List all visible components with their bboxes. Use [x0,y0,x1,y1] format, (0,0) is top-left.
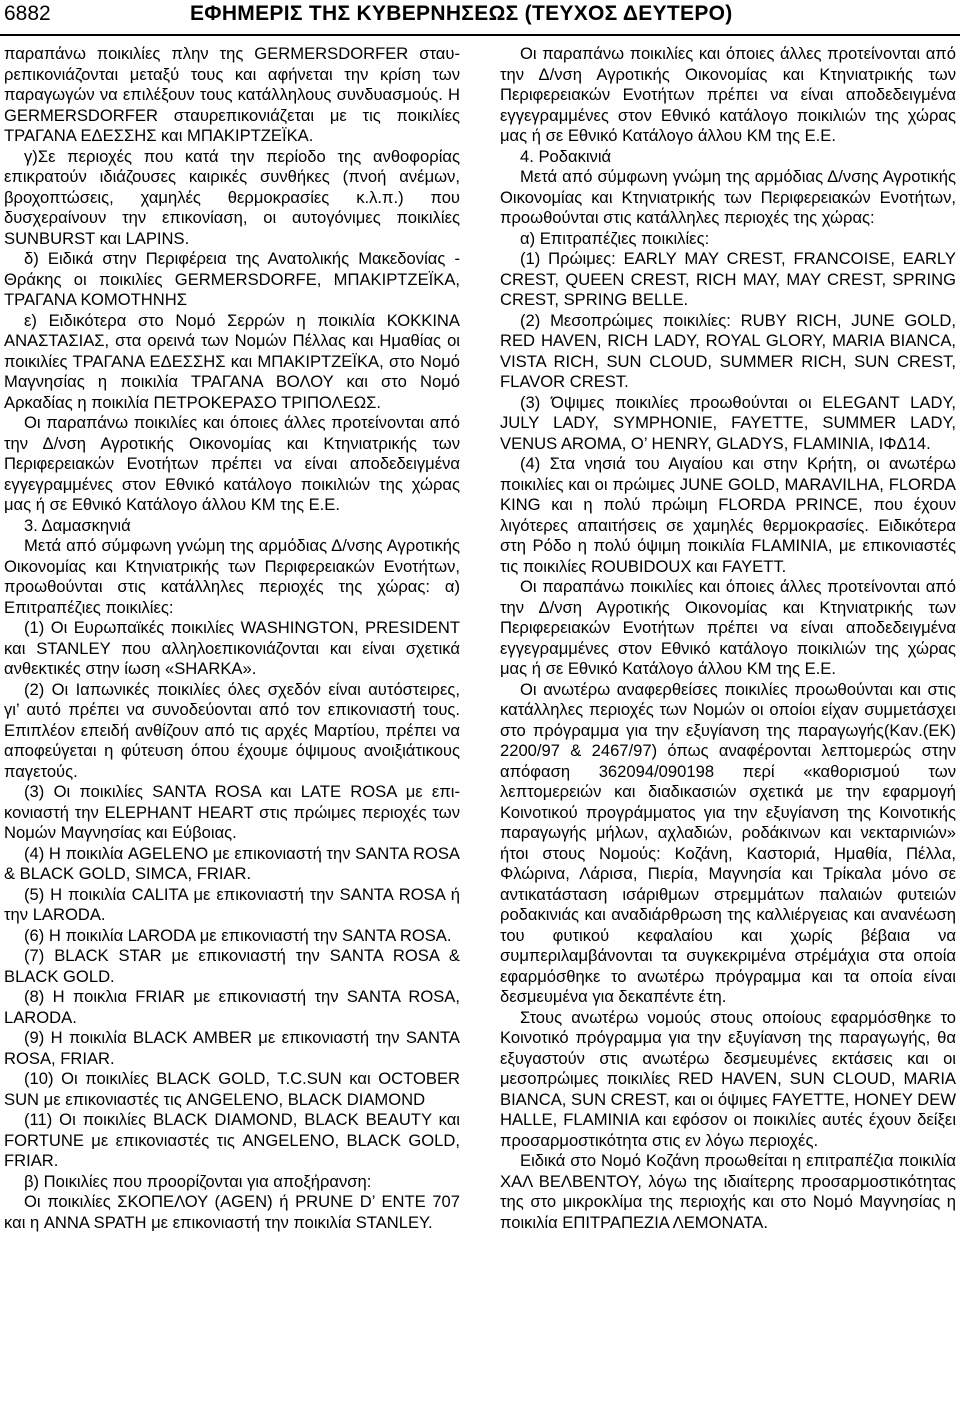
paragraph: γ)Σε περιοχές που κατά την περίοδο της ανθοφορίας επικρατούν ιδιάζουσες καιρικές συνθήκες (πνοή ανέμων, βροχοπτώσεις, χαμηλές θερμοκρασίες κ.λ.π.) που δυσχεραίνουν την επικονίαση, οι αυτογόνιμες ποικιλίες SUNBURST και LAPINS. [4,146,460,248]
list-item: (10) Οι ποικιλίες BLACK GOLD, T.C.SUN και OCTOBER SUN με επικονιαστές τις ANGELENO, BLACK DIAMOND [4,1069,460,1109]
page-header [0,0,960,34]
list-item: (6) Η ποικιλία LARODA με επικονιαστή την SANTA ROSA. [24,925,452,945]
list-item: (1) Οι Ευρωπαϊκές ποικιλίες WASHINGTON, PRESIDENT και STANLEY που αλληλοεπικονιάζονται και είναι σχετικά ανθεκτικές στην ίωση «SHARKA». [4,618,460,678]
paragraph: Μετά από σύμφωνη γνώμη της αρμόδιας Δ/νσης Αγροτικής Οικονομίας και Κτηνιατρικής των Περιφερειακών Ενοτήτων, προωθούνται στις κατάλληλες περιοχές της χώρας: [500,167,956,227]
paragraph: δ) Ειδικά στην Περιφέρεια της Ανατολικής Μακεδονίας Θράκης οι ποικιλίες GERMERSDORFE, ΜΠΑΚΙΡΤΖΕΪΚΑ, ΤΡΑΓΑΝΑ ΚΟΜΟΤΗΝΗΣ [4,249,460,309]
header-rule [0,34,960,36]
paragraph: α) Επιτραπέζιες ποικιλίες: [520,228,710,248]
list-item: (8) Η ποικλια FRIAR με επικονιαστή την SANTA ROSA, LARODA. [4,987,460,1027]
gazette-title: ΕΦΗΜΕΡΙΣ ΤΗΣ ΚΥΒΕΡΝΗΣΕΩΣ (ΤΕΥΧΟΣ ΔΕΥΤΕΡΟ) [190,2,733,25]
list-item: (11) Οι ποικιλίες BLACK DIAMOND, BLACK BEAUTY και FORTUNE με επικονιαστές τις ANGELENO, BLACK GOLD, FRIAR. [4,1110,460,1170]
section-heading: 3. Δαμασκηνιά [24,515,131,535]
paragraph: Οι ανωτέρω αναφερθείσες ποικιλίες προωθούνται και στις κατάλληλες περιοχές των Νομών οι οποίοι είχαν συμμετάσχει στο πρόγραμμα για την εξυγίανση της παραγωγής(Καν.(ΕΚ) 2200/97 & 2467/97) όπως αναφέρονται λεπτομερώς στην απόφαση 362094/090198 περί «καθορισμού των λεπτομερειών και διαδικασιών σχετικά με την εφαρμογή Κοινοτικού προγράμματος για την εξυγίανση της Κοινοτικής παραγωγής μήλων, αχλαδιών, ροδάκινων και νεκταρινιών» ήτοι στους Νομούς: Κοζάνη, Καστοριά, Ημαθία, Πέλλα, Φλώρινα, Λάρισα, Πιερία, Μαγνησία και Τρίκαλα μόνο σε αντικατάσταση ισάριθμων στρεμμάτων παλαιών φυτειών ροδακινιάς και αναδιάρθρωση της καλλιέργειας και ανανέωση του φυτικού κεφαλαίου και χωρίς βέβαια να συμπεριλαμβάνονται τα συγκεκριμένα στρέμάχια στα οποία εφαρμόσθηκε το ανωτέρω πρόγραμμα και τα οποία είναι δεσμευμένα για δεκαπέντε έτη. [500,679,956,1006]
list-item: (9) Η ποικιλία BLACK AMBER με επικονιαστή την SANTA ROSA, FRIAR. [4,1028,460,1068]
paragraph: Ειδικά στο Νομό Κοζάνη προωθείται η επιτραπέζια ποικιλία ΧΑΛ ΒΕΛΒΕΝΤΟΥ, λόγω της ιδιαίτερης προσαρμοστικότητας της στο μικροκλίμα της περιοχής και στο Νομό Μαγνησίας η ποικιλία ΕΠΙΤΡΑΠΕΖΙΑ ΛΕΜΟΝΑΤΑ. [500,1151,956,1232]
paragraph: Οι παραπάνω ποικιλίες και όποιες άλλες προτείνονται από την Δ/νση Αγροτικής Οικονομίας και Κτηνιατρικής των Περιφερειακών Ενοτήτων πρέπει να είναι αποδεδειγμένα εγγεγραμμένες στον Εθνικό κατάλογο ποικιλιών της χώρας μας ή σε Εθνικό Κατάλογο άλλου ΚΜ της Ε.Ε. [500,44,956,145]
list-item: (4) Στα νησιά του Αιγαίου και στην Κρήτη, οι ανωτέρω ποικιλίες και οι πρώιμες JUNE GOLD, MARAVILHA, FLORDA KING και η πολύ πρώιμη FLORDA PRINCE, που έχουν λιγότερες απαιτήσεις σε χαμηλές θερμοκρασίες. Ειδικότερα στη Ρόδο η πολύ όψιμη ποικιλία FLAMINIA, με επικονιαστές τις ποικιλίες ROUBIDOUX και FAYETT. [500,454,956,576]
paragraph: Μετά από σύμφωνη γνώμη της αρμόδιας Δ/νσης Αγροτικής Οικονομίας και Κτηνιατρικής των Περιφερειακών Ενοτήτων, προωθούνται στις κατάλληλες περιοχές της χώρας: α) Επιτραπέζιες ποικιλίες: [4,536,460,617]
list-item: (2) Οι Ιαπωνικές ποικιλίες όλες σχεδόν είναι αυτόστειρες, γι’ αυτό πρέπει να συνοδεύονται από τον επικονιαστή τους. Επιπλέον επειδή ανθίζουν από τις αρχές Μαρτίου, πρέπει να αποφεύγεται η φύτευση όπου έχουμε όψιμους ανοιξιάτικους παγετούς. [4,679,460,781]
left-column [4,44,460,1233]
list-item: (4) Η ποικιλία AGELENO με επικονιαστή την SANTA ROSA & BLACK GOLD, SIMCA, FRIAR. [4,843,460,883]
right-column [500,44,956,1233]
paragraph: Οι ποικιλίες ΣΚΟΠΕΛΟΥ (AGEN) ή PRUNE D’ ENTE 707 και η ANNA SPATH με επικονιαστή την ποικιλία STANLEY. [4,1192,460,1232]
list-item: (1) Πρώιμες: EARLY MAY CREST, FRANCOISE, EARLY CREST, QUEEN CREST, RICH MAY, MAY CREST, SPRING CREST, SPRING BELLE. [500,249,956,309]
paragraph: Οι παραπάνω ποικιλίες και όποιες άλλες προτείνονται από την Δ/νση Αγροτικής Οικονομίας και Κτηνιατρικής των Περιφερειακών Ενοτήτων πρέπει να είναι αποδεδειγμένα εγγεγραμμένες στον Εθνικό κατάλογο ποικιλιών της χώρας μας ή σε Εθνικό Κατάλογο άλλου ΚΜ της Ε.Ε. [4,413,460,514]
list-item: (3) Όψιμες ποικιλίες προωθούνται οι ELEGANT LADY, JULY LADY, SYMPHONIE, FAYETTE, SUMMER LADY, VENUS AROMA, O’ HENRY, GLADYS, FLAMINIA, ΙΦΔ14. [500,392,956,453]
paragraph: ε) Ειδικότερα στο Νομό Σερρών η ποικιλία ΚΟΚΚΙΝΑ ΑΝΑΣΤΑΣΙΑΣ, στα ορεινά των Νομών Πέλλας και Ημαθίας οι ποικιλίες ΤΡΑΓΑΝΑ ΕΔΕΣΣΗΣ και ΜΠΑΚΙΡΤΖΕΪΚΑ, στο Νομό Μαγνησίας η ποικιλία ΤΡΑΓΑΝΑ ΒΟΛΟΥ και στο Νομό Αρκαδίας η ποικιλία ΠΕΤΡΟΚΕΡΑΣΟ ΤΡΙΠΟΛΕΩΣ. [4,310,460,412]
section-heading: 4. Ροδακινιά [520,146,612,166]
paragraph: παραπάνω ποικιλίες πλην της GERMERSDORFER σταυρεπικονιάζονται μεταξύ τους και αφήνεται την κρίση των παραγωγών να επιλέξουν τους κατάλληλους συνδυασμούς. Η GERMERSDORFER σταυρεπικονιάζεται με τις ποικιλίες ΤΡΑΓΑΝΑ ΕΔΕΣΣΗΣ και ΜΠΑΚΙΡΤΖΕΪΚΑ. [4,44,460,145]
list-item: (2) Μεσοπρώιμες ποικιλίες: RUBY RICH, JUNE GOLD, RED HAVEN, RICH LADY, ROYAL GLORY, MARIA BIANCA, VISTA RICH, SUN CLOUD, SUMMER RICH, SUN CREST, FLAVOR CREST. [500,310,956,391]
paragraph: Οι παραπάνω ποικιλίες και όποιες άλλες προτείνονται από την Δ/νση Αγροτικής Οικονομίας και Κτηνιατρικής των Περιφερειακών Ενοτήτων πρέπει να είναι αποδεδειγμένα εγγεγραμμένες στον Εθνικό κατάλογο ποικιλιών της χώρας μας ή σε Εθνικό Κατάλογο άλλου ΚΜ της Ε.Ε. [500,577,956,678]
list-item: (3) Οι ποικιλίες SANTA ROSA και LATE ROSA με επικονιαστή την ELEPHANT HEART στις πρώιμες περιοχές των Νομών Μαγνησίας και Εύβοιας. [4,782,460,842]
list-item: (7) BLACK STAR με επικονιαστή την SANTA ROSA & BLACK GOLD. [4,946,460,986]
list-item: (5) Η ποικιλία CALITA με επικονιαστή την SANTA ROSA ή την LARODA. [4,884,460,924]
paragraph: Στους ανωτέρω νομούς στους οποίους εφαρμόσθηκε το Κοινοτικό πρόγραμμα για την εξυγίανση της παραγωγής, θα εξυγαστούν στις ανωτέρω δεσμευμένες εκτάσεις και οι μεσοπρώιμες ποικιλίες RED HAVEN, SUN CLOUD, MARIA BIANCA, SUN CREST, και οι όψιμες FAYETTE, HONEY DEW HALLE, FLAMINIA και εφόσον οι ποικιλίες αυτές έχουν δείξει προσαρμοστικότητα στις εν λόγω περιοχές. [500,1007,956,1150]
page-number: 6882 [4,2,51,25]
paragraph: β) Ποικιλίες που προορίζονται για αποξήρανση: [24,1171,372,1191]
